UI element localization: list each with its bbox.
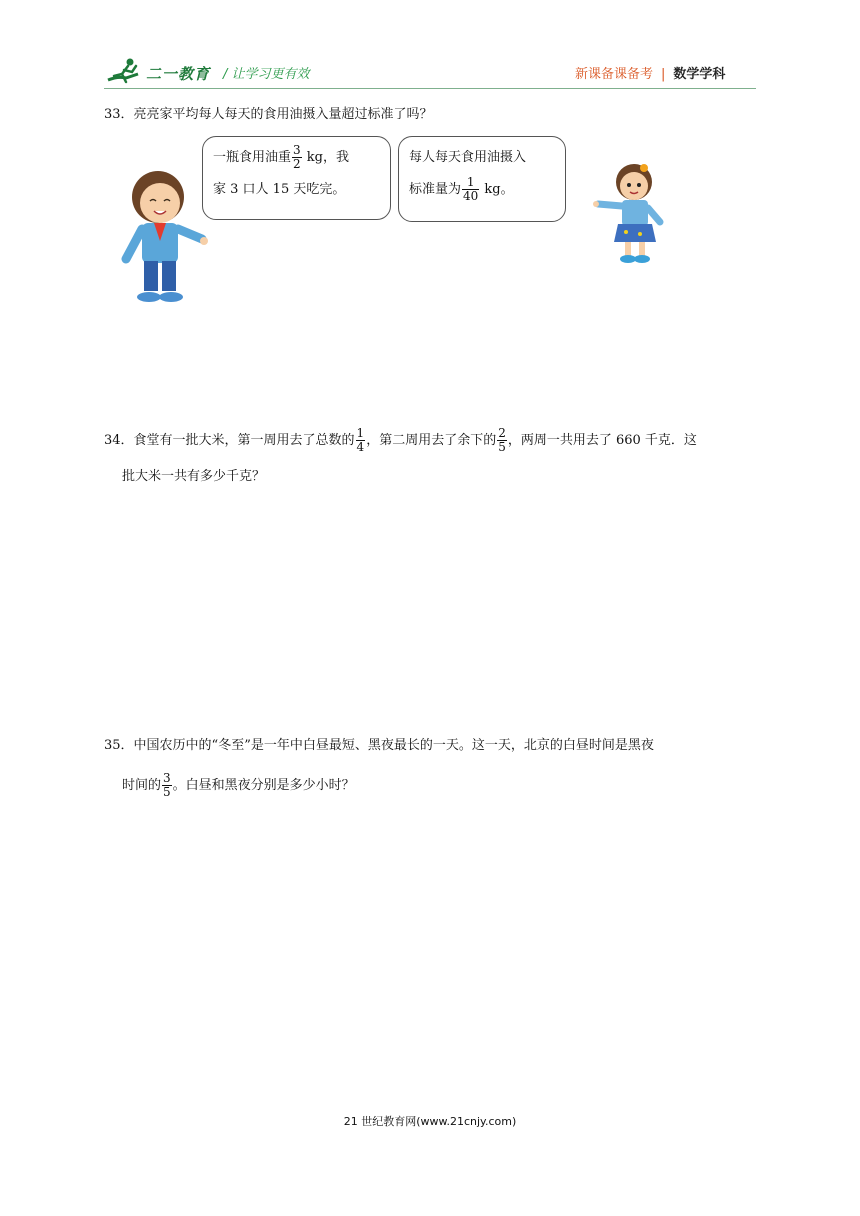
question-34 <box>104 425 697 457</box>
boy-speech-bubble <box>202 136 391 220</box>
q34-text-b: ，第二周用去了余下的 <box>366 433 497 448</box>
running-figure-icon <box>104 56 148 86</box>
fraction-2-5: $\frac{2}{5}$ <box>498 426 506 454</box>
question-35-line2 <box>122 770 355 802</box>
q35-text-b: 。白昼和黑夜分别是多少小时？ <box>172 778 355 793</box>
q34-text-a: 34．食堂有一批大米，第一周用去了总数的 <box>104 433 355 448</box>
fraction-1-40: $\frac{1}{40}$ <box>463 175 479 203</box>
tag-left: 新课备课备考 <box>575 67 654 82</box>
fraction-1-4: $\frac{1}{4}$ <box>356 426 365 454</box>
tag-separator: | <box>661 67 666 82</box>
girl-illustration <box>590 160 670 266</box>
question-35: 35．中国农历中的“冬至”是一年中白昼最短、黑夜最长的一天。这一天，北京的白昼时间是黑夜 <box>104 738 654 753</box>
girl-bubble-unit: kg。 <box>480 182 514 197</box>
boy-bubble-text: 一瓶食用油重 <box>213 150 292 165</box>
logo-text: 二一教育 <box>146 65 211 83</box>
slogan: / 让学习更有效 <box>223 67 310 82</box>
fraction-3-2: $\frac{3}{2}$ <box>293 143 301 171</box>
girl-speech-bubble <box>398 136 566 222</box>
question-33: 33．亮亮家平均每人每天的食用油摄入量超过标准了吗？ <box>104 107 433 122</box>
header-tags <box>575 63 725 82</box>
boy-illustration <box>120 163 210 305</box>
q35-text-a: 时间的 <box>122 778 162 793</box>
girl-bubble-text: 标准量为 <box>409 182 462 197</box>
tag-right: 数学学科 <box>673 67 726 82</box>
q34-text-c: ，两周一共用去了 660 千克．这 <box>507 433 697 448</box>
boy-bubble-line2: 家 3 口人 15 天吃完。 <box>213 182 346 197</box>
fraction-3-5: $\frac{3}{5}$ <box>163 771 171 799</box>
boy-bubble-unit: kg，我 <box>302 150 349 165</box>
header-divider <box>104 88 756 89</box>
question-34-line2: 批大米一共有多少千克？ <box>122 469 266 484</box>
girl-bubble-line1: 每人每天食用油摄入 <box>409 150 527 165</box>
footer: 21 世纪教育网(www.21cnjy.com) <box>343 1115 517 1128</box>
